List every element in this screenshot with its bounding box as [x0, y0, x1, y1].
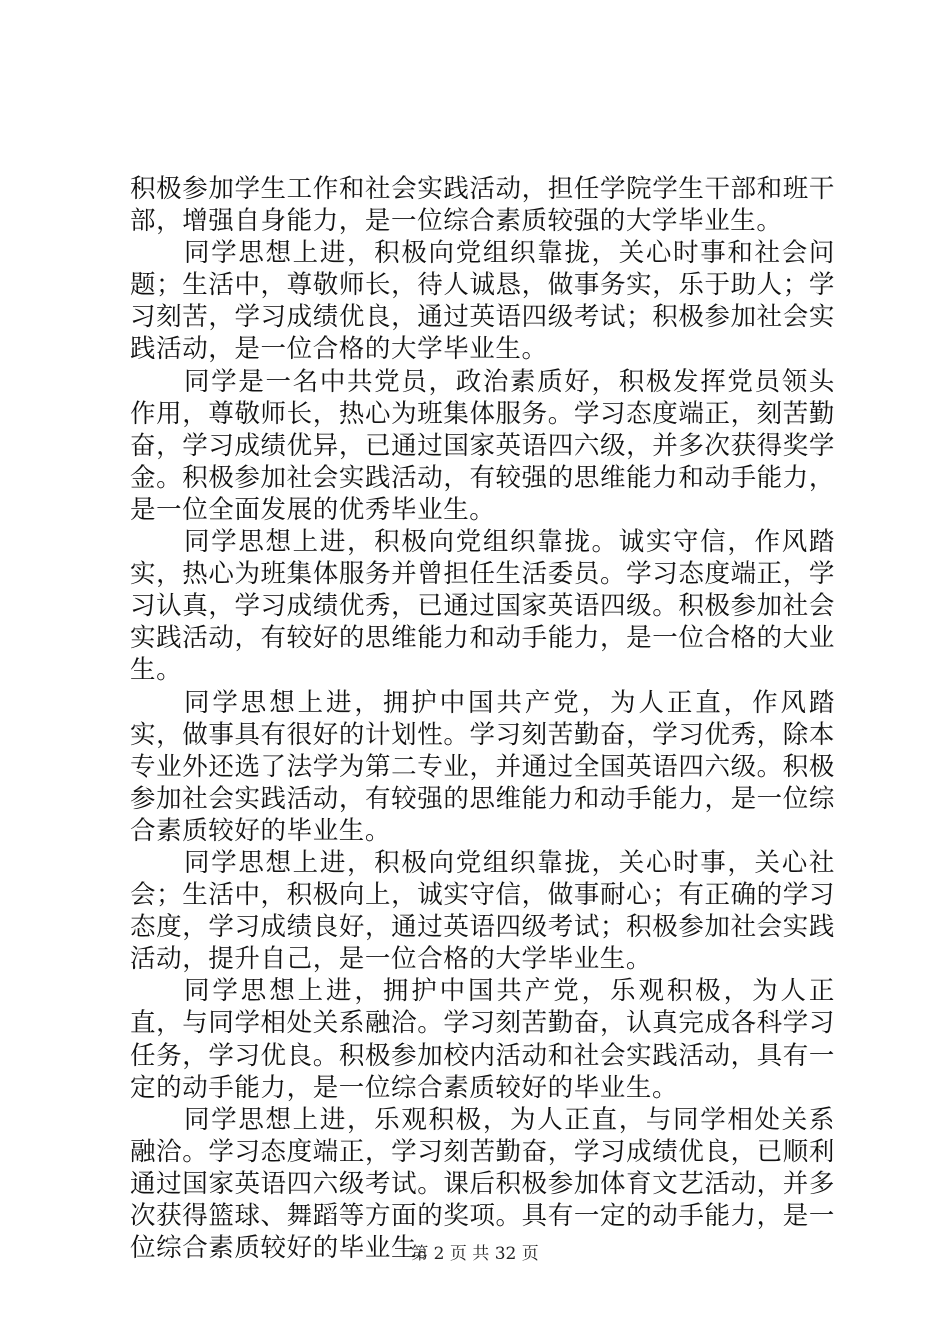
paragraph-8: 同学思想上进，乐观积极，为人正直，与同学相处关系融洽。学习态度端正，学习刻苦勤奋，学习成绩优良，已顺利通过国家英语四六级考试。课后积极参加体育文艺活动，并多次获得篮球、舞蹈等方面的奖项。具有一定的动手能力，是一位综合素质较好的毕业生。	[130, 1104, 835, 1264]
paragraph-7: 同学思想上进，拥护中国共产党，乐观积极，为人正直，与同学相处关系融洽。学习刻苦勤奋，认真完成各科学习任务，学习优良。积极参加校内活动和社会实践活动，具有一定的动手能力，是一位综合素质较好的毕业生。	[130, 976, 835, 1103]
paragraph-4: 同学思想上进，积极向党组织靠拢。诚实守信，作风踏实，热心为班集体服务并曾担任生活委员。学习态度端正，学习认真，学习成绩优秀，已通过国家英语四级。积极参加社会实践活动，有较好的思维能力和动手能力，是一位合格的大业生。	[130, 527, 835, 686]
paragraph-2: 同学思想上进，积极向党组织靠拢，关心时事和社会问题；生活中，尊敬师长，待人诚恳，做事务实，乐于助人；学习刻苦，学习成绩优良，通过英语四级考试；积极参加社会实践活动，是一位合格的大学毕业生。	[130, 238, 835, 365]
paragraph-1: 积极参加学生工作和社会实践活动，担任学院学生干部和班干部，增强自身能力，是一位综合素质较强的大学毕业生。	[130, 174, 835, 237]
page-number-footer: 第 2 页 共 32 页	[411, 1244, 539, 1264]
paragraph-5: 同学思想上进，拥护中国共产党，为人正直，作风踏实，做事具有很好的计划性。学习刻苦勤奋，学习优秀，除本专业外还选了法学为第二专业，并通过全国英语四六级。积极参加社会实践活动，有较强的思维能力和动手能力，是一位综合素质较好的毕业生。	[130, 687, 835, 846]
paragraph-3: 同学是一名中共党员，政治素质好，积极发挥党员领头作用，尊敬师长，热心为班集体服务。学习态度端正，刻苦勤奋，学习成绩优异，已通过国家英语四六级，并多次获得奖学金。积极参加社会实践活动，有较强的思维能力和动手能力，是一位全面发展的优秀毕业生。	[130, 366, 835, 525]
document-body	[130, 173, 835, 1264]
paragraph-6: 同学思想上进，积极向党组织靠拢，关心时事，关心社会；生活中，积极向上，诚实守信，做事耐心；有正确的学习态度，学习成绩良好，通过英语四级考试；积极参加社会实践活动，提升自己，是一位合格的大学毕业生。	[130, 847, 835, 975]
